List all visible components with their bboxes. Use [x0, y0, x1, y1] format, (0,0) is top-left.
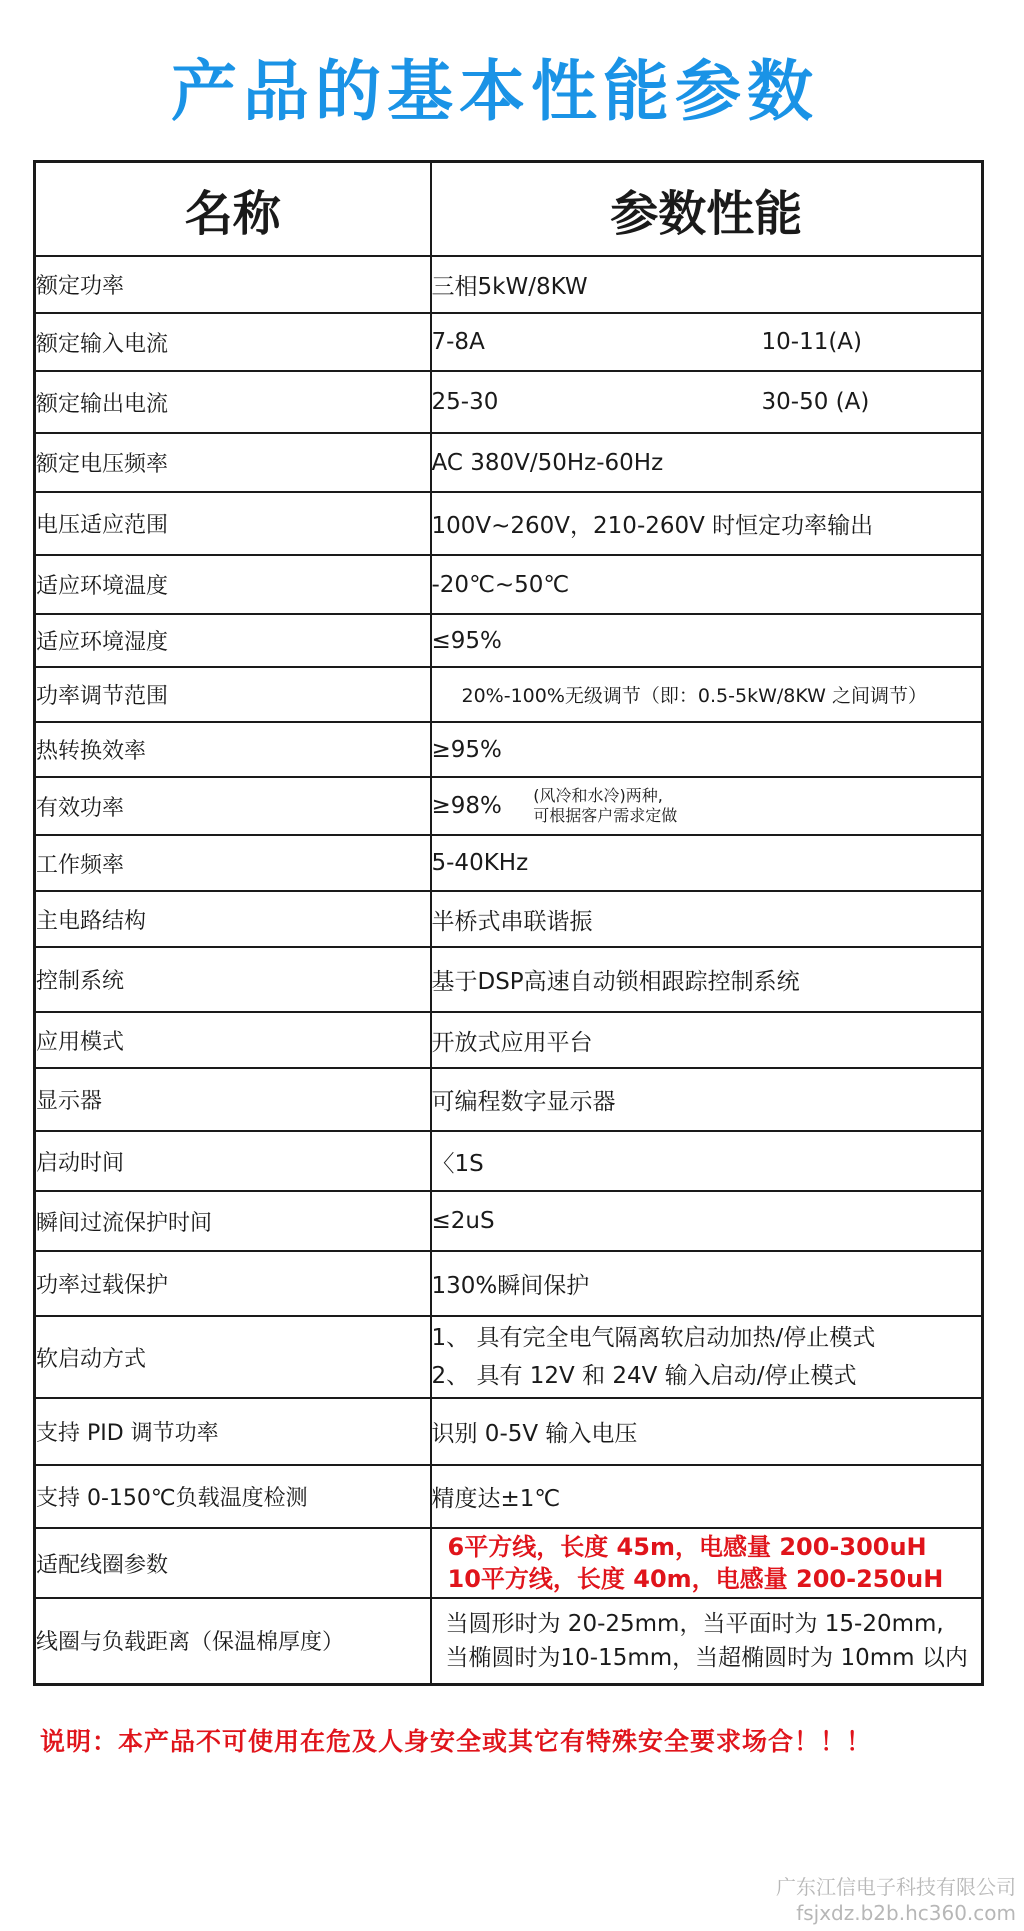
table-row — [35, 555, 983, 614]
row-value — [431, 1316, 983, 1398]
row-value: 精度达±1℃ — [431, 1465, 983, 1528]
row-name: 有效功率 — [35, 777, 431, 835]
table-row — [35, 1316, 983, 1398]
row-name: 支持 PID 调节功率 — [35, 1398, 431, 1465]
row-name: 适应环境温度 — [35, 555, 431, 614]
table-row — [35, 614, 983, 667]
watermark-site: fsjxdz.b2b.hc360.com — [796, 1901, 1016, 1925]
row-value: ≥95% — [431, 722, 983, 777]
table-row — [35, 1528, 983, 1598]
value-line-2: 10平方线，长度 40m，电感量 200-250uH — [447, 1565, 944, 1593]
value-line-1: 6平方线，长度 45m，电感量 200-300uH — [447, 1533, 927, 1561]
row-name: 额定输出电流 — [35, 371, 431, 433]
value-a: 25-30 — [431, 389, 499, 415]
row-name: 功率过载保护 — [35, 1251, 431, 1316]
row-value — [431, 777, 983, 835]
row-name: 软启动方式 — [35, 1316, 431, 1398]
note-line-1: (风冷和水冷)两种, — [533, 786, 663, 805]
table-row — [35, 433, 983, 492]
value-b: 10-11(A) — [761, 329, 863, 355]
value-b: 30-50 (A) — [761, 389, 870, 415]
table-row — [35, 256, 983, 313]
table-row — [35, 1131, 983, 1191]
table-row — [35, 1012, 983, 1068]
table-row — [35, 835, 983, 891]
row-value: 识别 0-5V 输入电压 — [431, 1398, 983, 1465]
table-row — [35, 371, 983, 433]
row-name: 线圈与负载距离（保温棉厚度） — [35, 1598, 431, 1684]
table-row — [35, 1251, 983, 1316]
row-value — [431, 1528, 983, 1598]
watermark — [776, 1874, 1016, 1926]
table-row — [35, 1598, 983, 1684]
row-name: 额定功率 — [35, 256, 431, 313]
value-line-2: 2、 具有 12V 和 24V 输入启动/停止模式 — [431, 1363, 857, 1389]
row-value: 20%-100%无级调节（即：0.5-5kW/8KW 之间调节） — [431, 667, 983, 722]
row-value: 开放式应用平台 — [431, 1012, 983, 1068]
row-value — [431, 313, 983, 371]
row-value — [431, 1598, 983, 1684]
table-row — [35, 891, 983, 947]
table-row — [35, 667, 983, 722]
row-value: 三相5kW/8KW — [431, 256, 983, 313]
row-name: 电压适应范围 — [35, 492, 431, 555]
row-name: 额定输入电流 — [35, 313, 431, 371]
row-name: 控制系统 — [35, 947, 431, 1012]
table-row — [35, 492, 983, 555]
row-value: ≤2uS — [431, 1191, 983, 1251]
row-value: ≤95% — [431, 614, 983, 667]
row-name: 启动时间 — [35, 1131, 431, 1191]
row-value: 基于DSP高速自动锁相跟踪控制系统 — [431, 947, 983, 1012]
value-line-1: 当圆形时为 20-25mm，当平面时为 15-20mm, — [445, 1610, 944, 1637]
watermark-company: 广东江信电子科技有限公司 — [776, 1875, 1016, 1899]
row-value: AC 380V/50Hz-60Hz — [431, 433, 983, 492]
row-name: 适配线圈参数 — [35, 1528, 431, 1598]
table-row — [35, 1068, 983, 1131]
header-name: 名称 — [35, 162, 431, 257]
row-name: 支持 0-150℃负载温度检测 — [35, 1465, 431, 1528]
table-header-row — [35, 162, 983, 257]
page-title: 产品的基本性能参数 — [171, 53, 819, 130]
spec-table — [33, 160, 984, 1686]
row-value: -20℃~50℃ — [431, 555, 983, 614]
row-name: 瞬间过流保护时间 — [35, 1191, 431, 1251]
table-row — [35, 313, 983, 371]
value-line-2: 当椭圆时为10-15mm，当超椭圆时为 10mm 以内 — [445, 1644, 968, 1671]
value-a: 7-8A — [431, 329, 485, 355]
value-line-1: 1、 具有完全电气隔离软启动加热/停止模式 — [431, 1325, 876, 1351]
table-row — [35, 722, 983, 777]
note-line-2: 可根据客户需求定做 — [533, 806, 678, 825]
row-name: 热转换效率 — [35, 722, 431, 777]
table-row — [35, 947, 983, 1012]
row-value: 130%瞬间保护 — [431, 1251, 983, 1316]
warning-note: 说明：本产品不可使用在危及人身安全或其它有特殊安全要求场合！！！ — [40, 1727, 873, 1756]
row-name: 工作频率 — [35, 835, 431, 891]
row-name: 显示器 — [35, 1068, 431, 1131]
row-value: 〈1S — [431, 1131, 983, 1191]
row-name: 适应环境湿度 — [35, 614, 431, 667]
table-row — [35, 1191, 983, 1251]
row-name: 应用模式 — [35, 1012, 431, 1068]
table-row — [35, 1465, 983, 1528]
row-value: 100V~260V，210-260V 时恒定功率输出 — [431, 492, 983, 555]
value-note — [533, 786, 677, 826]
row-value: 可编程数字显示器 — [431, 1068, 983, 1131]
value-main: ≥98% — [431, 793, 502, 819]
row-value — [431, 371, 983, 433]
row-value: 半桥式串联谐振 — [431, 891, 983, 947]
row-name: 功率调节范围 — [35, 667, 431, 722]
table-row — [35, 777, 983, 835]
header-value: 参数性能 — [431, 162, 983, 257]
table-row — [35, 1398, 983, 1465]
row-value: 5-40KHz — [431, 835, 983, 891]
row-name: 额定电压频率 — [35, 433, 431, 492]
row-name: 主电路结构 — [35, 891, 431, 947]
